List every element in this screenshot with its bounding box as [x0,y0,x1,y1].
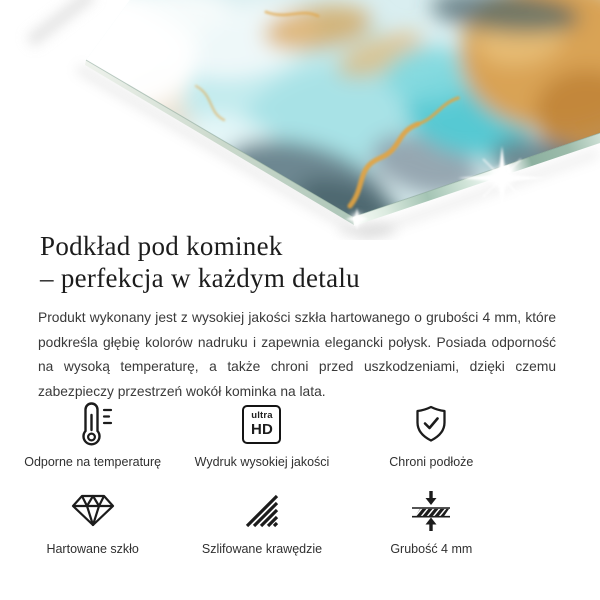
feature-label: Wydruk wysokiej jakości [194,455,330,469]
feature-tempered-glass [8,485,177,556]
ultra-hd-badge [242,405,281,444]
page-title [40,230,360,294]
page-title-line2: – perfekcja w każdym detalu [40,263,360,293]
feature-polished-edges [177,485,346,556]
ultra-hd-badge-top: ultra [251,410,273,422]
thermometer-icon [71,398,115,450]
feature-label: Hartowane szkło [46,542,139,556]
product-image [0,0,600,240]
feature-label: Odporne na temperaturę [24,455,162,469]
glass-panel-illustration [0,0,600,240]
polished-edges-icon [242,485,282,537]
feature-label: Grubość 4 mm [390,542,473,556]
shield-check-icon [413,398,449,450]
feature-protects-floor [347,398,516,469]
product-description: Produkt wykonany jest z wysokiej jakości szkła hartowanego o grubości 4 mm, które podkreśla głębię kolorów nadruku i zapewnia elegancki połysk. Posiada odporność na wysoką temperaturę, a także chroni przed uszkodzeniami, dzięki czemu zabezpieczy przestrzeń wokół kominka na lata. [38,310,556,399]
feature-print-quality [177,398,346,469]
diamond-icon [71,485,115,537]
feature-label: Chroni podłoże [389,455,474,469]
features-grid [8,398,516,556]
page-title-line1: Podkład pod kominek [40,231,283,261]
feature-label: Szlifowane krawędzie [201,542,323,556]
ultra-hd-badge-bottom: HD [250,420,274,438]
feature-thickness [347,485,516,556]
thickness-icon [409,485,453,537]
marble-artwork [0,0,600,240]
feature-temperature [8,398,177,469]
ultra-hd-icon [242,398,281,450]
